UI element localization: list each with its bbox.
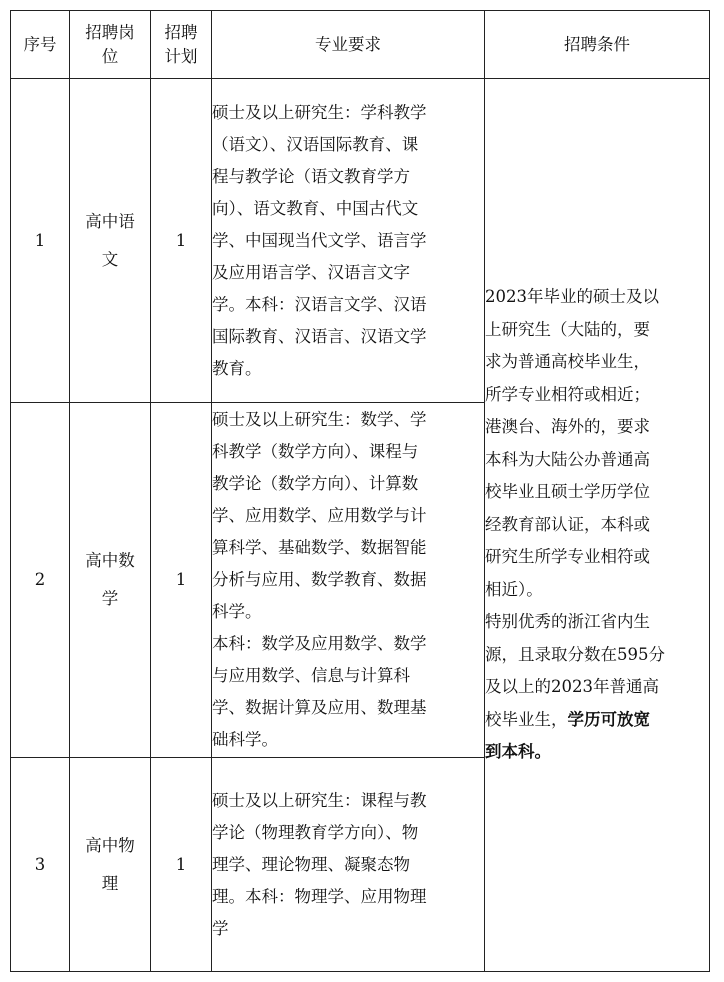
major-line: 学、应用数学、应用数学与计 bbox=[212, 506, 427, 525]
major-line: 国际教育、汉语言、汉语文学 bbox=[212, 326, 427, 346]
header-conditions: 招聘条件 bbox=[485, 11, 710, 79]
condition-line: 相近）。 bbox=[485, 579, 543, 599]
header-plan-line1: 招聘 bbox=[164, 22, 198, 42]
conditions-cell bbox=[485, 79, 710, 972]
row-position bbox=[70, 403, 151, 758]
header-major: 专业要求 bbox=[212, 11, 485, 79]
condition-emphasis-line: 到本科。 bbox=[485, 742, 551, 762]
condition-line: 特别优秀的浙江省内生 bbox=[485, 612, 650, 632]
major-line: 科学。 bbox=[212, 602, 262, 621]
major-line: 学 bbox=[212, 918, 229, 938]
row-index: 3 bbox=[11, 758, 70, 972]
major-line: 本科：数学及应用数学、数学 bbox=[212, 634, 427, 653]
condition-line: 经教育部认证，本科或 bbox=[485, 514, 650, 534]
row-position bbox=[70, 758, 151, 972]
position-line: 文 bbox=[101, 249, 119, 269]
major-line: 硕士及以上研究生：课程与教 bbox=[212, 790, 427, 810]
position-line: 高中物 bbox=[85, 835, 135, 855]
major-line: 教育。 bbox=[212, 358, 262, 378]
header-position bbox=[70, 11, 151, 79]
condition-line: 所学专业相符或相近； bbox=[485, 384, 650, 404]
condition-line: 上研究生（大陆的，要 bbox=[485, 319, 650, 339]
major-line: 础科学。 bbox=[212, 730, 278, 749]
major-line: 及应用语言学、汉语言文字 bbox=[212, 262, 410, 282]
row-plan: 1 bbox=[151, 758, 212, 972]
condition-line: 求为普通高校毕业生， bbox=[485, 352, 650, 372]
row-index: 2 bbox=[11, 403, 70, 758]
row-major bbox=[212, 758, 485, 972]
major-line: （语文）、汉语国际教育、课 bbox=[212, 134, 419, 154]
header-position-line2: 位 bbox=[101, 46, 119, 66]
major-line: 理学、理论物理、凝聚态物 bbox=[212, 854, 410, 874]
condition-line: 及以上的2023年普通高 bbox=[485, 677, 659, 697]
position-line: 高中数 bbox=[85, 551, 135, 570]
row-index: 1 bbox=[11, 79, 70, 403]
recruitment-table bbox=[10, 10, 710, 972]
position-line: 高中语 bbox=[85, 211, 135, 231]
major-line: 学、中国现当代文学、语言学 bbox=[212, 230, 427, 250]
major-line: 学论（物理教育学方向）、物 bbox=[212, 822, 419, 842]
condition-emphasis: 学历可放宽 bbox=[567, 709, 650, 729]
header-position-line1: 招聘岗 bbox=[85, 22, 135, 42]
condition-line: 本科为大陆公办普通高 bbox=[485, 449, 650, 469]
header-plan bbox=[151, 11, 212, 79]
row-plan: 1 bbox=[151, 403, 212, 758]
major-line: 分析与应用、数学教育、数据 bbox=[212, 570, 427, 589]
major-line: 学。本科：汉语言文学、汉语 bbox=[212, 294, 427, 314]
major-line: 理。本科：物理学、应用物理 bbox=[212, 886, 427, 906]
major-line: 与应用数学、信息与计算科 bbox=[212, 666, 410, 685]
condition-line: 港澳台、海外的，要求 bbox=[485, 417, 650, 437]
table-row bbox=[11, 79, 710, 403]
header-plan-line2: 计划 bbox=[164, 46, 198, 66]
condition-line: 2023年毕业的硕士及以 bbox=[485, 287, 659, 307]
position-line: 理 bbox=[101, 873, 119, 893]
row-position bbox=[70, 79, 151, 403]
header-index: 序号 bbox=[11, 11, 70, 79]
major-line: 科教学（数学方向）、课程与 bbox=[212, 442, 419, 461]
position-line: 学 bbox=[101, 589, 119, 608]
condition-line: 校毕业且硕士学历学位 bbox=[485, 482, 650, 502]
major-line: 硕士及以上研究生：学科教学 bbox=[212, 102, 427, 122]
row-major bbox=[212, 403, 485, 758]
major-line: 程与教学论（语文教育学方 bbox=[212, 166, 410, 186]
row-plan: 1 bbox=[151, 79, 212, 403]
major-line: 向）、语文教育、中国古代文 bbox=[212, 198, 419, 218]
major-line: 算科学、基础数学、数据智能 bbox=[212, 538, 427, 557]
condition-line: 源，且录取分数在595分 bbox=[485, 644, 665, 664]
major-line: 硕士及以上研究生：数学、学 bbox=[212, 410, 427, 429]
header-row bbox=[11, 11, 710, 79]
condition-line: 研究生所学专业相符或 bbox=[485, 547, 650, 567]
major-line: 学、数据计算及应用、数理基 bbox=[212, 698, 427, 717]
condition-line-mixed bbox=[485, 704, 709, 737]
major-line: 教学论（数学方向）、计算数 bbox=[212, 474, 419, 493]
condition-text: 校毕业生， bbox=[485, 709, 568, 729]
row-major bbox=[212, 79, 485, 403]
